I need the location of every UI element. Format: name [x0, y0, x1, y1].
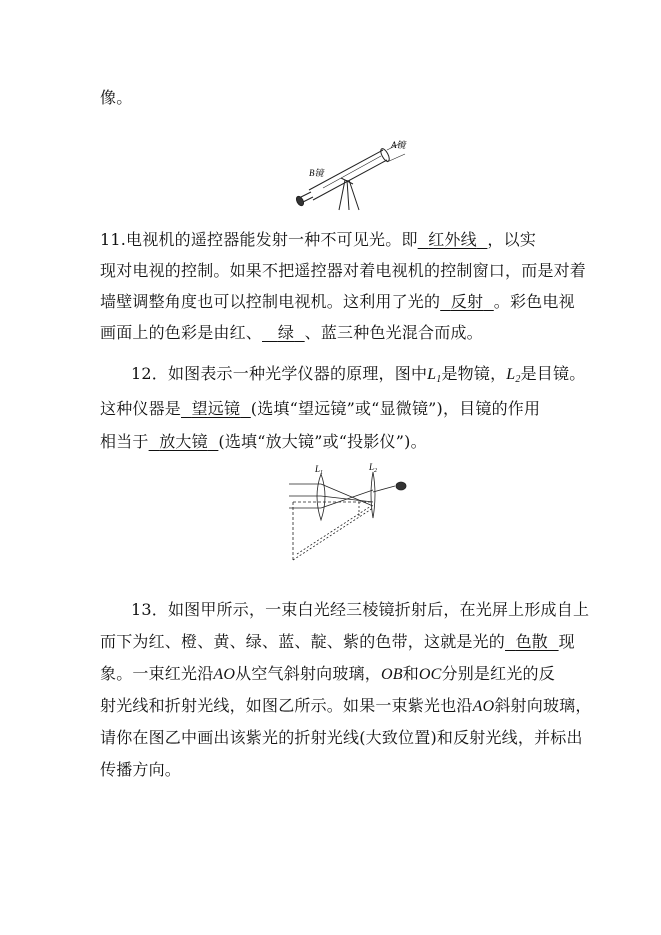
- l1-symbol: $L_1$: [427, 366, 442, 385]
- q11-line-4: [100, 323, 483, 343]
- label-b-mirror: B镜: [309, 168, 324, 178]
- q13-answer-1: 色散: [515, 632, 548, 651]
- q11-text: 11.电视机的遥控器能发射一种不可见光。即: [100, 230, 418, 249]
- q13-line-5: 请你在图乙中画出该紫光的折射光线(大致位置)和反射光线，并标出: [100, 728, 583, 747]
- q11-answer-2: 反射: [450, 292, 484, 311]
- q13-line-6: 传播方向。: [100, 760, 182, 779]
- q11-line-3: [100, 292, 575, 312]
- q13-line-1: 13．如图甲所示，一束白光经三棱镜折射后，在光屏上形成自上: [131, 600, 590, 619]
- ray-ob: OB: [380, 666, 403, 683]
- q12-text: (选填“望远镜”或“显微镜”)，目镜的作用: [250, 399, 541, 418]
- q12-answer-1: 望远镜: [191, 399, 241, 418]
- ray-ao: AO: [472, 698, 495, 715]
- label-a-mirror: A镜: [391, 140, 406, 150]
- q11-text: ，以实: [487, 230, 537, 249]
- q13-line-4: [100, 696, 592, 717]
- q13-line-2: [100, 632, 575, 652]
- q13-text: 从空气斜射向玻璃，: [235, 664, 381, 683]
- q13-text: 分别是红光的反: [441, 664, 555, 683]
- q11-answer-3: 绿: [277, 323, 295, 342]
- q12-text: (选填“放大镜”或“投影仪”)。: [218, 432, 427, 451]
- q13-text: 现: [558, 632, 575, 651]
- q12-answer-2: 放大镜: [159, 432, 208, 451]
- q12-line-3: [100, 432, 427, 452]
- q13-text: 和: [402, 664, 419, 683]
- q11-text: 、蓝三种色光混合而成。: [304, 323, 483, 342]
- optics-figure: [285, 462, 415, 572]
- q13-text: 射光线和折射光线，如图乙所示。如果一束紫光也沿: [100, 696, 473, 715]
- q11-answer-1: 红外线: [428, 230, 477, 249]
- q12-text: 是物镜，: [441, 364, 507, 383]
- figure-label-l2: $L_2$: [369, 462, 378, 474]
- ray-oc: OC: [418, 666, 442, 683]
- q12-line-2: [100, 399, 540, 419]
- q12-text: 是目镜。: [520, 364, 586, 383]
- q13-text: 象。一束红光沿: [100, 664, 214, 683]
- q11-text: 。彩色电视: [493, 292, 575, 311]
- q11-text: 画面上的色彩是由红、: [100, 323, 263, 342]
- telescope-figure: [283, 140, 413, 215]
- top-fragment: 像。: [100, 88, 133, 107]
- q13-text: 斜射向玻璃，: [494, 696, 592, 715]
- figure-label-l1: $L_1$: [315, 464, 324, 476]
- q12-text: 12．如图表示一种光学仪器的原理，图中: [131, 364, 428, 383]
- q12-text: 相当于: [100, 432, 149, 451]
- l2-symbol: $L_2$: [506, 366, 521, 385]
- q11-text: 墙壁调整角度也可以控制电视机。这利用了光的: [100, 292, 441, 311]
- q12-line-1: [131, 364, 585, 385]
- q13-line-3: [100, 664, 555, 685]
- q13-text: 而下为红、橙、黄、绿、蓝、靛、紫的色带，这就是光的: [100, 632, 506, 651]
- q11-line-1: [100, 230, 536, 250]
- ray-ao: AO: [213, 666, 236, 683]
- q11-line-2: 现对电视的控制。如果不把遥控器对着电视机的控制窗口，而是对着: [100, 261, 587, 280]
- q12-text: 这种仪器是: [100, 399, 182, 418]
